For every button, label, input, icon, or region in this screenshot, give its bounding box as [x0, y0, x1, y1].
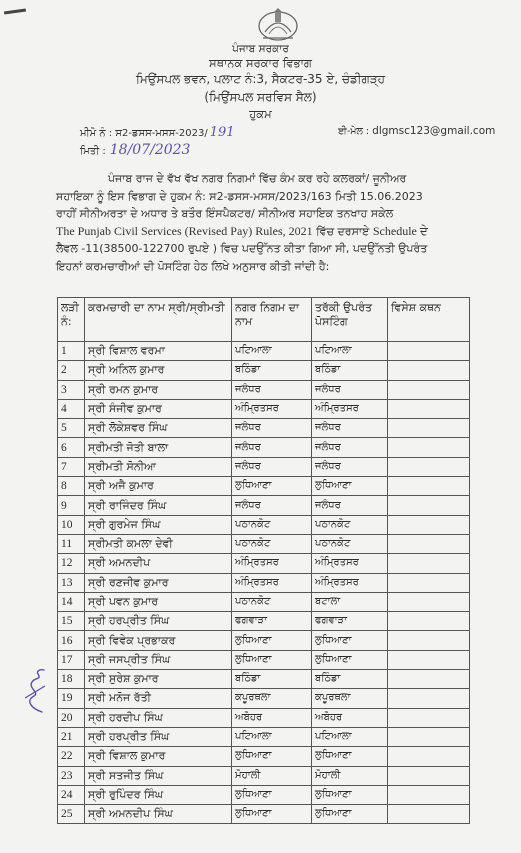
cell-remarks	[388, 534, 470, 553]
cell-posting: ਜਲੰਧਰ	[312, 457, 388, 476]
table-row	[58, 361, 470, 380]
cell-employee-name: ਸ੍ਰੀ ਵਿਵੇਕ ਪ੍ਰਭਾਕਰ	[85, 631, 232, 650]
cell-remarks	[388, 670, 470, 689]
cell-serial: 21	[58, 727, 85, 746]
cell-remarks	[388, 438, 470, 457]
cell-serial: 17	[58, 650, 85, 669]
cell-corporation: ਬਠਿੰਡਾ	[232, 361, 312, 380]
cell-serial: 3	[58, 380, 85, 399]
email-address: dlgmsc123@gmail.com	[372, 125, 496, 137]
cell-corporation: ਅੰਮ੍ਰਿਤਸਰ	[232, 554, 312, 573]
table-row	[58, 650, 470, 669]
header-posting: ਤਰੱਕੀ ਉਪਰੰਤ ਪੋਸਟਿੰਗ	[312, 298, 388, 342]
cell-employee-name: ਸ੍ਰੀਮਤੀ ਜੋਤੀ ਬਾਲਾ	[85, 438, 232, 457]
cell-serial: 8	[58, 477, 85, 496]
table-row	[58, 477, 470, 496]
cell-corporation: ਅੰਮ੍ਰਿਤਸਰ	[232, 573, 312, 592]
table-row	[58, 419, 470, 438]
cell-serial: 12	[58, 554, 85, 573]
cell-serial: 22	[58, 747, 85, 766]
cell-posting: ਬਟਾਲਾ	[312, 592, 388, 611]
cell-serial: 20	[58, 708, 85, 727]
cell-employee-name: ਸ੍ਰੀ ਅਜੈ ਕੁਮਾਰ	[85, 477, 232, 496]
cell-employee-name: ਸ੍ਰੀ ਜਸਪ੍ਰੀਤ ਸਿੰਘ	[85, 650, 232, 669]
cell-posting: ਲੁਧਿਆਣਾ	[312, 650, 388, 669]
memo-line	[80, 125, 235, 140]
cell-posting: ਬਠਿੰਡਾ	[312, 361, 388, 380]
corner-mark	[4, 8, 26, 14]
punjab-government-emblem-icon	[257, 8, 299, 42]
cell-corporation: ਮੋਹਾਲੀ	[232, 766, 312, 785]
cell-serial: 18	[58, 670, 85, 689]
cell-employee-name: ਸ੍ਰੀ ਰਣਜੀਵ ਕੁਮਾਰ	[85, 573, 232, 592]
cell-employee-name: ਸ੍ਰੀ ਸੰਜੀਵ ਕੁਮਾਰ	[85, 399, 232, 418]
cell-posting: ਲੁਧਿਆਣਾ	[312, 805, 388, 824]
memo-number-handwritten: 191	[209, 125, 235, 140]
cell-posting: ਪਠਾਨਕੋਟ	[312, 515, 388, 534]
table-header-row	[58, 298, 470, 342]
rules-connector: ਵਿੱਚ ਦਰਸਾਏ	[316, 224, 370, 238]
cell-remarks	[388, 361, 470, 380]
date-handwritten: 18/07/2023	[109, 142, 191, 158]
table-row	[58, 399, 470, 418]
cell-remarks	[388, 747, 470, 766]
cell-serial: 25	[58, 805, 85, 824]
handwritten-initials-icon	[20, 668, 50, 714]
body-line-4	[56, 223, 474, 241]
cell-posting: ਪਟਿਆਲਾ	[312, 727, 388, 746]
cell-corporation: ਜਲੰਧਰ	[232, 496, 312, 515]
cell-remarks	[388, 805, 470, 824]
cell-employee-name: ਸ੍ਰੀ ਗੁਰਮੇਜ ਸਿੰਘ	[85, 515, 232, 534]
cell-remarks	[388, 766, 470, 785]
memo-label: ਮੀਮੋ ਨੰ : ਸ2-ਡਸਸ-ਮਸਸ-2023/	[80, 128, 208, 139]
header-employee-name: ਕਰਮਚਾਰੀ ਦਾ ਨਾਮ ਸ੍ਰੀ/ਸ੍ਰੀਮਤੀ	[85, 298, 232, 342]
cell-employee-name: ਸ੍ਰੀ ਮਨੋਜ ਰੱਤੀ	[85, 689, 232, 708]
cell-employee-name: ਸ੍ਰੀਮਤੀ ਸੋਨੀਆ	[85, 457, 232, 476]
cell-employee-name: ਸ੍ਰੀ ਅਮਨਦੀਪ ਸਿੰਘ	[85, 805, 232, 824]
table-row	[58, 689, 470, 708]
cell-employee-name: ਸ੍ਰੀਮਤੀ ਕਮਲਾ ਦੇਵੀ	[85, 534, 232, 553]
cell-corporation: ਲੁਧਿਆਣਾ	[232, 805, 312, 824]
cell-serial: 11	[58, 534, 85, 553]
cell-posting: ਕਪੂਰਥਲਾ	[312, 689, 388, 708]
cell-posting: ਲੁਧਿਆਣਾ	[312, 785, 388, 804]
cell-employee-name: ਸ੍ਰੀ ਸਤਜੀਤ ਸਿੰਘ	[85, 766, 232, 785]
table-row	[58, 534, 470, 553]
cell-serial: 15	[58, 612, 85, 631]
cell-remarks	[388, 573, 470, 592]
table-row	[58, 766, 470, 785]
cell-corporation: ਪਠਾਨਕੋਟ	[232, 515, 312, 534]
cell-remarks	[388, 689, 470, 708]
cell-corporation: ਅੰਮ੍ਰਿਤਸਰ	[232, 399, 312, 418]
cell-serial: 14	[58, 592, 85, 611]
cell-remarks	[388, 612, 470, 631]
cell-posting: ਲੁਧਿਆਣਾ	[312, 631, 388, 650]
cell-posting: ਲੁਧਿਆਣਾ	[312, 477, 388, 496]
order-body	[56, 170, 474, 275]
body-line-3: ਰਾਹੀਂ ਸੀਨੀਅਰਤਾ ਦੇ ਅਧਾਰ ਤੇ ਬਤੌਰ ਇੰਸਪੈਕਟਰ/ ਸੀਨੀਅਰ ਸਹਾਇਕ ਤਨਖਾਹ ਸਕੇਲ	[56, 207, 394, 220]
cell-serial: 24	[58, 785, 85, 804]
cell-serial: 13	[58, 573, 85, 592]
cell-corporation: ਲੁਧਿਆਣਾ	[232, 631, 312, 650]
cell-serial: 10	[58, 515, 85, 534]
cell-remarks	[388, 380, 470, 399]
cell-posting: ਜਲੰਧਰ	[312, 419, 388, 438]
cell-remarks	[388, 650, 470, 669]
date-label: ਮਿਤੀ :	[80, 146, 106, 157]
cell-corporation: ਲੁਧਿਆਣਾ	[232, 477, 312, 496]
cell-serial: 16	[58, 631, 85, 650]
cell-corporation: ਅਬੋਹਰ	[232, 708, 312, 727]
cell-serial: 6	[58, 438, 85, 457]
cell-serial: 9	[58, 496, 85, 515]
cell-corporation: ਜਲੰਧਰ	[232, 438, 312, 457]
cell-corporation: ਕਪੂਰਥਲਾ	[232, 689, 312, 708]
cell-employee-name: ਸ੍ਰੀ ਅਮਨਦੀਪ	[85, 554, 232, 573]
cell-corporation: ਜਲੰਧਰ	[232, 419, 312, 438]
cell-posting: ਪਟਿਆਲਾ	[312, 342, 388, 361]
cell-corporation: ਲੁਧਿਆਣਾ	[232, 650, 312, 669]
cell-serial: 19	[58, 689, 85, 708]
table-row	[58, 708, 470, 727]
table-row	[58, 573, 470, 592]
header-serial: ਲੜੀ ਨੰ:	[58, 298, 85, 342]
cell-employee-name: ਸ੍ਰੀ ਹਰਪ੍ਰੀਤ ਸਿੰਘ	[85, 612, 232, 631]
cell-employee-name: ਸ੍ਰੀ ਹਰਦੀਪ ਸਿੰਘ	[85, 708, 232, 727]
body-line-5: ਲੈਵਲ -11(38500-122700 ਰੁਪਏ ) ਵਿਚ ਪਦਉੱਨਤ ਕੀਤਾ ਗਿਆ ਸੀ, ਪਦਉੱਨਤੀ ਉਪਰੰਤ	[56, 242, 428, 255]
table-row	[58, 631, 470, 650]
cell-serial: 1	[58, 342, 85, 361]
posting-table	[57, 297, 470, 824]
cell-remarks	[388, 554, 470, 573]
cell-serial: 23	[58, 766, 85, 785]
cell-remarks	[388, 708, 470, 727]
cell-posting: ਅੰਮ੍ਰਿਤਸਰ	[312, 554, 388, 573]
department-name: ਸਥਾਨਕ ਸਰਕਾਰ ਵਿਭਾਗ	[209, 56, 312, 70]
rules-name: The Punjab Civil Services (Revised Pay) Rules, 2021	[56, 223, 313, 238]
cell-posting: ਪਠਾਨਕੋਟ	[312, 534, 388, 553]
table-row	[58, 515, 470, 534]
cell-remarks	[388, 727, 470, 746]
table-row	[58, 785, 470, 804]
cell-remarks	[388, 342, 470, 361]
table-row	[58, 592, 470, 611]
cell-posting: ਮੋਹਾਲੀ	[312, 766, 388, 785]
table-row	[58, 554, 470, 573]
cell-corporation: ਲੁਧਿਆਣਾ	[232, 747, 312, 766]
cell-employee-name: ਸ੍ਰੀ ਵਿਸ਼ਾਲ ਵਰਮਾ	[85, 342, 232, 361]
cell-employee-name: ਸ੍ਰੀ ਪਵਨ ਕੁਮਾਰ	[85, 592, 232, 611]
cell-corporation: ਲੁਧਿਆਣਾ	[232, 785, 312, 804]
cell-remarks	[388, 477, 470, 496]
table-row	[58, 342, 470, 361]
table-body	[58, 342, 470, 824]
cell-corporation: ਫਗਵਾੜਾ	[232, 612, 312, 631]
table-row	[58, 496, 470, 515]
government-name: ਪੰਜਾਬ ਸਰਕਾਰ	[232, 43, 289, 55]
cell-posting: ਅੰਮ੍ਰਿਤਸਰ	[312, 399, 388, 418]
table-row	[58, 612, 470, 631]
table-row	[58, 380, 470, 399]
cell-corporation: ਜਲੰਧਰ	[232, 380, 312, 399]
cell-corporation: ਪਠਾਨਕੋਟ	[232, 592, 312, 611]
body-line-6: ਇਹਨਾਂ ਕਰਮਚਾਰੀਆਂ ਦੀ ਪੋਸਟਿੰਗ ਹੇਠ ਲਿਖੇ ਅਨੁਸਾਰ ਕੀਤੀ ਜਾਂਦੀ ਹੈ:	[56, 259, 330, 273]
cell-posting: ਫਗਵਾੜਾ	[312, 612, 388, 631]
cell-remarks	[388, 496, 470, 515]
email-line	[338, 125, 495, 137]
cell-corporation: ਬਠਿੰਡਾ	[232, 670, 312, 689]
cell-employee-name: ਸ੍ਰੀ ਰਮਨ ਕੁਮਾਰ	[85, 380, 232, 399]
table-row	[58, 727, 470, 746]
cell-serial: 7	[58, 457, 85, 476]
table-row	[58, 670, 470, 689]
cell-posting: ਜਲੰਧਰ	[312, 438, 388, 457]
cell-corporation: ਜਲੰਧਰ	[232, 457, 312, 476]
cell-posting: ਜਲੰਧਰ	[312, 496, 388, 515]
table-row	[58, 747, 470, 766]
table-row	[58, 457, 470, 476]
table-row	[58, 438, 470, 457]
cell-posting: ਅੰਮ੍ਰਿਤਸਰ	[312, 573, 388, 592]
cell-serial: 2	[58, 361, 85, 380]
cell-serial: 5	[58, 419, 85, 438]
cell-posting: ਲੁਧਿਆਣਾ	[312, 747, 388, 766]
header-remarks: ਵਿਸੇਸ਼ ਕਥਨ	[388, 298, 470, 342]
cell-employee-name: ਸ੍ਰੀ ਵਿਸ਼ਾਲ ਕੁਮਾਰ	[85, 747, 232, 766]
cell-name: (ਮਿਉਂਸਪਲ ਸਰਵਿਸ ਸੈਲ)	[204, 90, 317, 104]
cell-employee-name: ਸ੍ਰੀ ਲੋਕੇਸ਼ਵਰ ਸਿੰਘ	[85, 419, 232, 438]
header-corporation: ਨਗਰ ਨਿਗਮ ਦਾ ਨਾਮ	[232, 298, 312, 342]
cell-posting: ਅਬੋਹਰ	[312, 708, 388, 727]
cell-serial: 4	[58, 399, 85, 418]
schedule-ref: Schedule ਦੇ	[372, 223, 428, 238]
table-row	[58, 805, 470, 824]
cell-employee-name: ਸ੍ਰੀ ਰਾਜਿੰਦਰ ਸਿੰਘ	[85, 496, 232, 515]
cell-remarks	[388, 631, 470, 650]
cell-remarks	[388, 785, 470, 804]
body-line-1: ਪੰਜਾਬ ਰਾਜ ਦੇ ਵੱਖ ਵੱਖ ਨਗਰ ਨਿਗਮਾਂ ਵਿੱਚ ਕੰਮ ਕਰ ਰਹੇ ਕਲਰਕਾਂ/ ਜੂਨੀਅਰ	[108, 172, 407, 185]
cell-remarks	[388, 515, 470, 534]
cell-corporation: ਪਟਿਆਲਾ	[232, 342, 312, 361]
cell-remarks	[388, 419, 470, 438]
email-label: ਈ-ਮੇਲ :	[338, 126, 370, 137]
cell-employee-name: ਸ੍ਰੀ ਹਰਪ੍ਰੀਤ ਸਿੰਘ	[85, 727, 232, 746]
body-line-2: ਸਹਾਇਕਾ ਨੂੰ ਇਸ ਵਿਭਾਗ ਦੇ ਹੁਕਮ ਨੰ: ਸ2-ਡਸਸ-ਮਸਸ/2023/163 ਮਿਤੀ 15.06.2023	[56, 189, 423, 203]
cell-remarks	[388, 399, 470, 418]
cell-posting: ਬਠਿੰਡਾ	[312, 670, 388, 689]
document-title: ਹੁਕਮ	[249, 107, 272, 121]
cell-corporation: ਪਠਾਨਕੋਟ	[232, 534, 312, 553]
cell-employee-name: ਸ੍ਰੀ ਰੁਪਿੰਦਰ ਸਿੰਘ	[85, 785, 232, 804]
cell-remarks	[388, 592, 470, 611]
cell-employee-name: ਸ੍ਰੀ ਅਨਿਲ ਕੁਮਾਰ	[85, 361, 232, 380]
office-address: ਮਿਉਂਸਪਲ ਭਵਨ, ਪਲਾਟ ਨੰ:3, ਸੈਕਟਰ-35 ਏ, ਚੰਡੀਗੜ੍ਹ	[135, 72, 386, 86]
cell-corporation: ਪਟਿਆਲਾ	[232, 727, 312, 746]
cell-remarks	[388, 457, 470, 476]
cell-posting: ਜਲੰਧਰ	[312, 380, 388, 399]
cell-employee-name: ਸ੍ਰੀ ਸੁਰੇਸ਼ ਕੁਮਾਰ	[85, 670, 232, 689]
date-line	[80, 142, 190, 158]
